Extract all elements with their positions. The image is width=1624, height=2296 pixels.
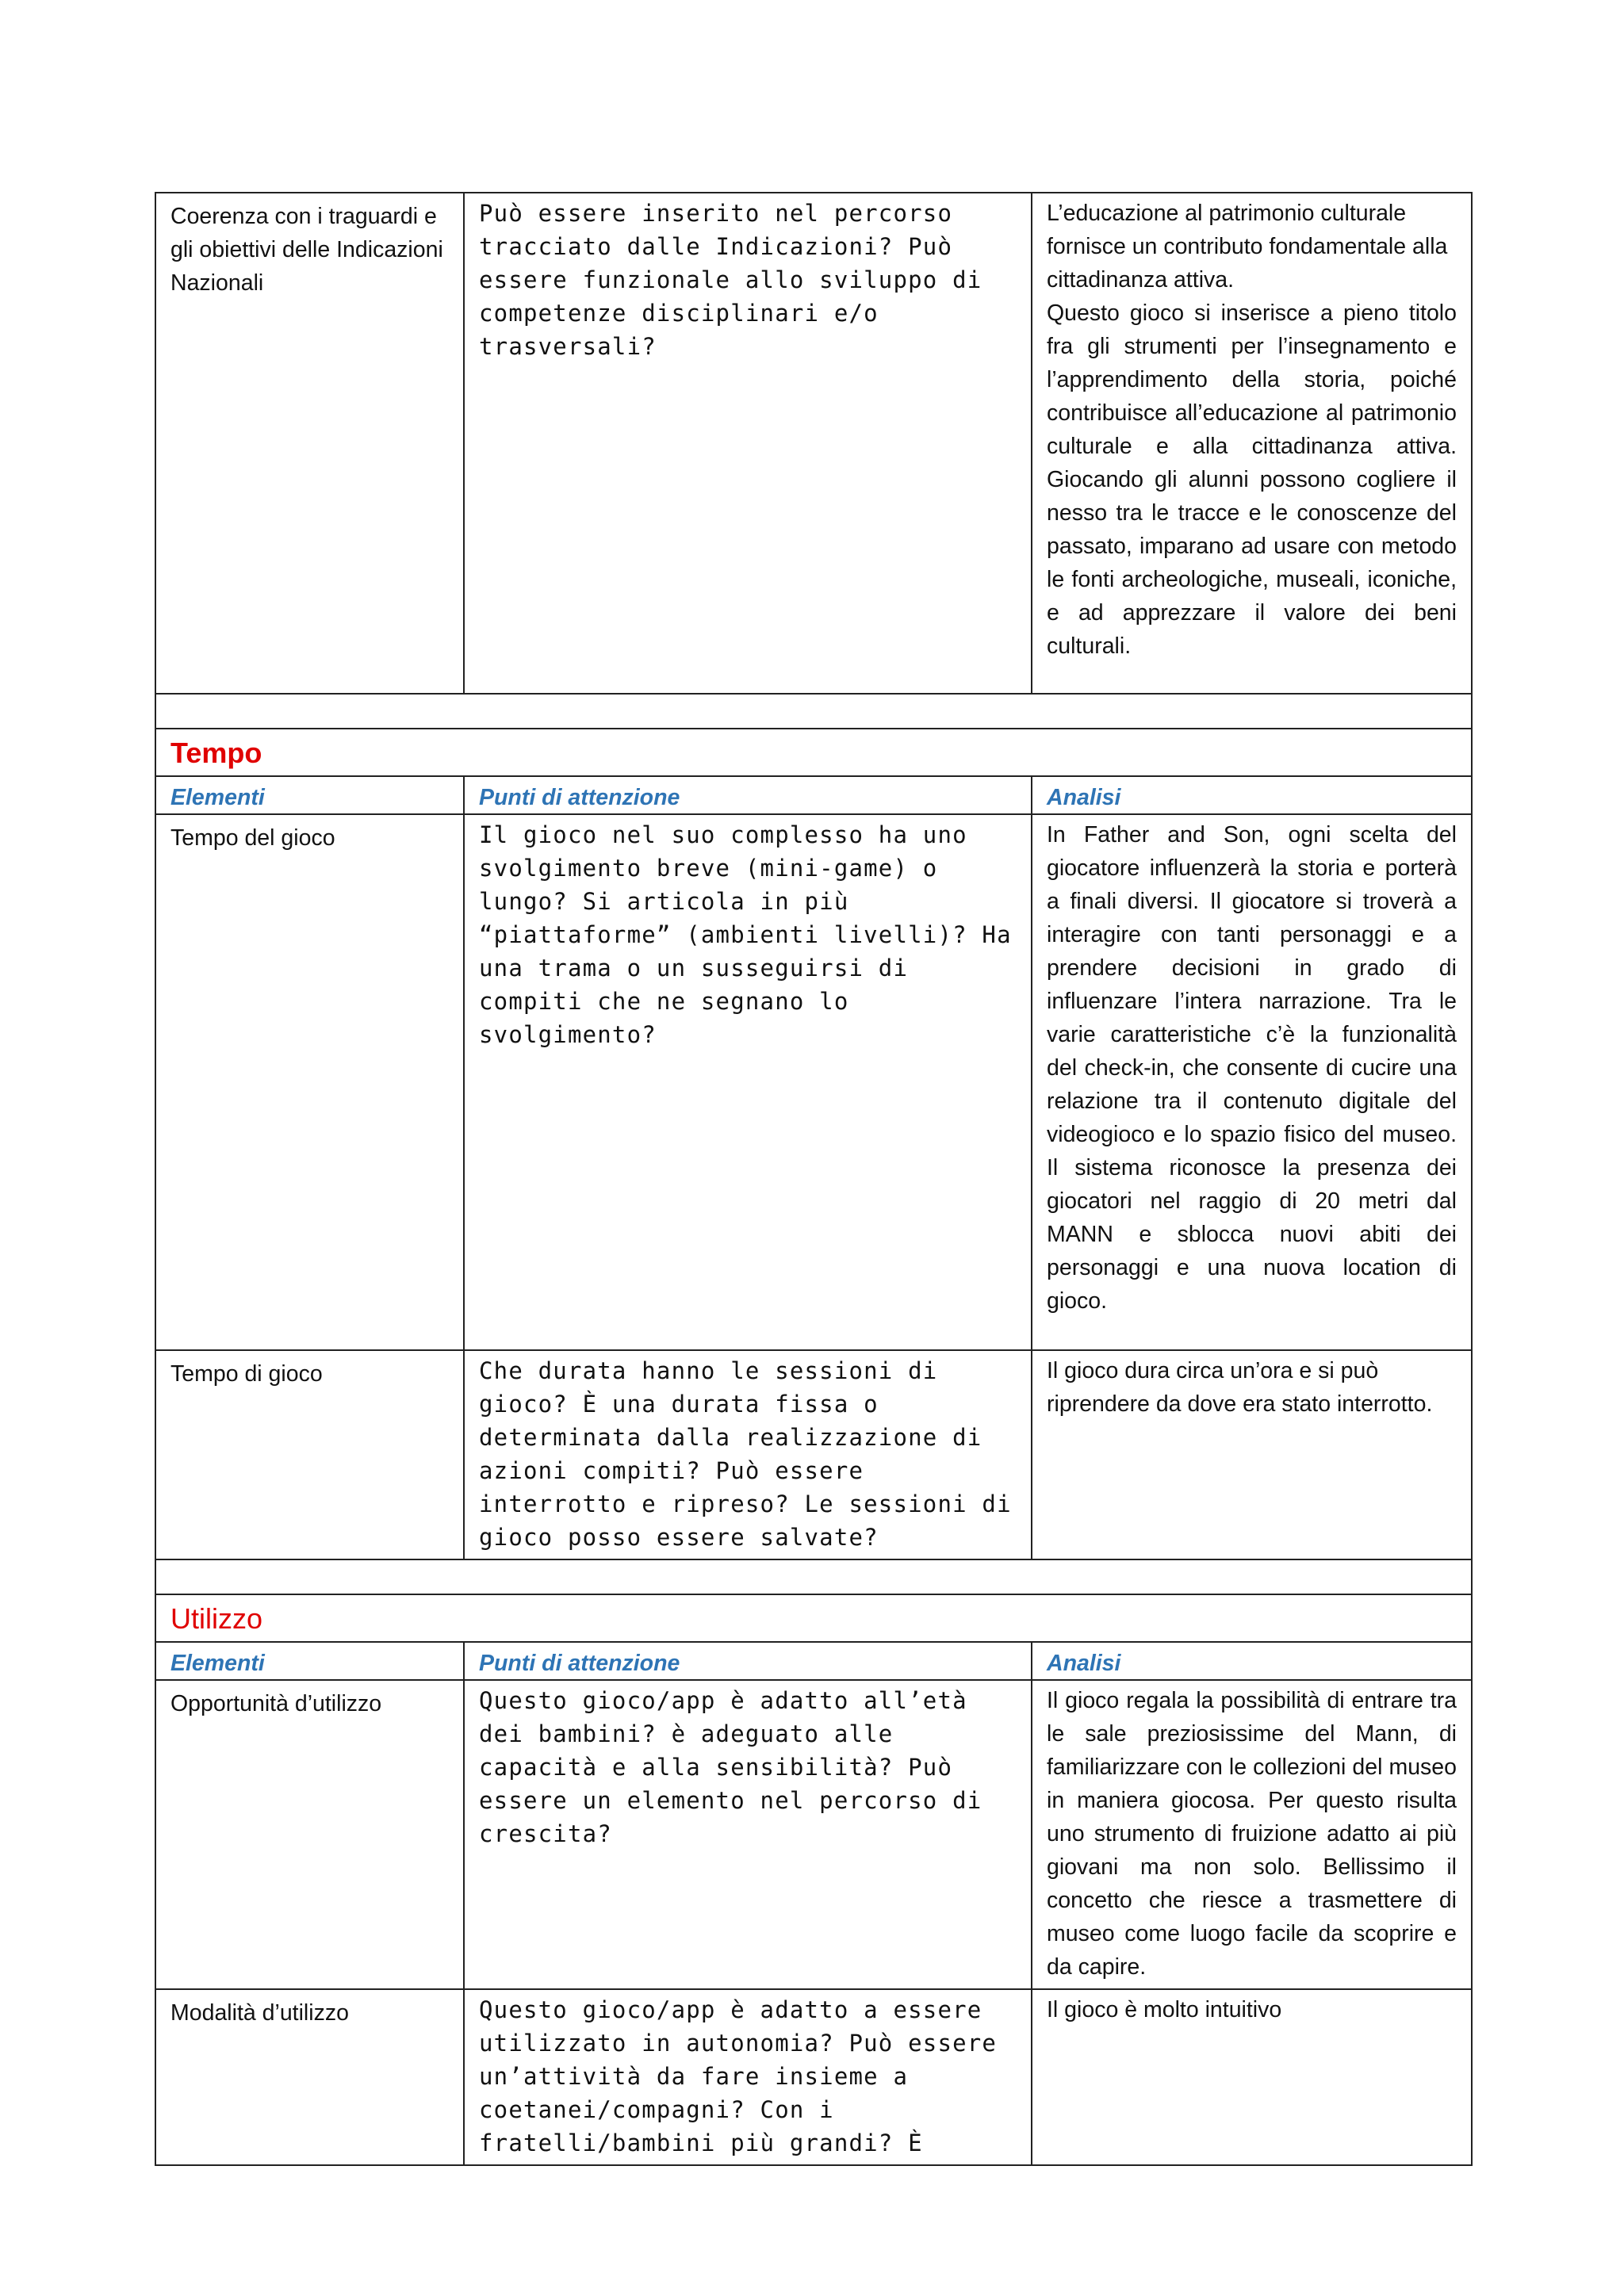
analysis-cell — [1032, 193, 1472, 694]
spacer-row — [155, 694, 1472, 729]
element-cell: Tempo di gioco — [155, 1350, 464, 1559]
header-elementi: Elementi — [155, 776, 464, 814]
analysis-intro: L’educazione al patrimonio culturale fornisce un contributo fondamentale alla cittadinanza attiva. — [1047, 201, 1448, 293]
header-analisi: Analisi — [1032, 1642, 1472, 1680]
section-title-row — [155, 1594, 1472, 1642]
table-row — [155, 1680, 1472, 1989]
question-cell: Che durata hanno le sessioni di gioco? È una durata fissa o determinata dalla realizzazione di azioni compiti? Può essere interrotto e ripreso? Le sessioni di gioco posso essere salvate? — [464, 1350, 1032, 1559]
header-punti: Punti di attenzione — [464, 1642, 1032, 1680]
analysis-text: Questo gioco si inserisce a pieno titolo fra gli strumenti per l’insegnamento e l’apprendimento della storia, poiché contribuisce all’educazione al patrimonio culturale e alla cittadinanza attiva. Giocando gli alunni possono cogliere il nesso tra le tracce e le conoscenze del passato, imparano ad usare con metodo le fonti archeologiche, museali, iconiche, e ad apprezzare il valore dei beni culturali. — [1047, 300, 1457, 659]
spacer-row — [155, 1559, 1472, 1594]
analysis-cell: Il gioco è molto intuitivo — [1032, 1989, 1472, 2165]
evaluation-table — [155, 192, 1473, 2166]
question-cell: Può essere inserito nel percorso tracciato dalle Indicazioni? Può essere funzionale allo sviluppo di competenze disciplinari e/o trasversali? — [464, 193, 1032, 694]
question-cell: Il gioco nel suo complesso ha uno svolgimento breve (mini-game) o lungo? Si articola in più “piattaforme” (ambienti livelli)? Ha una trama o un susseguirsi di compiti che ne segnano lo svolgimento? — [464, 814, 1032, 1350]
section-title-tempo: Tempo — [155, 729, 1472, 776]
analysis-cell: In Father and Son, ogni scelta del giocatore influenzerà la storia e porterà a finali diversi. Il giocatore si troverà a interagire con tanti personaggi e a prendere decisioni in grado di influenzare l’intera narrazione. Tra le varie caratteristiche c’è la funzionalità del check-in, che consente di cucire una relazione tra il contenuto digitale del videogioco e lo spazio fisico del museo. Il sistema riconosce la presenza dei giocatori nel raggio di 20 metri dal MANN e sblocca nuovi abiti dei personaggi e una nuova location di gioco. — [1032, 814, 1472, 1350]
table-row — [155, 193, 1472, 694]
header-elementi: Elementi — [155, 1642, 464, 1680]
header-analisi: Analisi — [1032, 776, 1472, 814]
table-row — [155, 1989, 1472, 2165]
analysis-cell: Il gioco regala la possibilità di entrare tra le sale preziosissime del Mann, di familiarizzare con le collezioni del museo in maniera giocosa. Per questo risulta uno strumento di fruizione adatto ai più giovani ma non solo. Bellissimo il concetto che riesce a trasmettere di museo come luogo facile da scoprire e da capire. — [1032, 1680, 1472, 1989]
evaluation-table-page — [155, 192, 1471, 2166]
element-cell: Tempo del gioco — [155, 814, 464, 1350]
question-cell: Questo gioco/app è adatto all’età dei bambini? è adeguato alle capacità e alla sensibilità? Può essere un elemento nel percorso di crescita? — [464, 1680, 1032, 1989]
analysis-cell: Il gioco dura circa un’ora e si può riprendere da dove era stato interrotto. — [1032, 1350, 1472, 1559]
table-row — [155, 1350, 1472, 1559]
element-cell: Modalità d’utilizzo — [155, 1989, 464, 2165]
question-cell: Questo gioco/app è adatto a essere utilizzato in autonomia? Può essere un’attività da fare insieme a coetanei/compagni? Con i fratelli/bambini più grandi? È — [464, 1989, 1032, 2165]
section-title-utilizzo: Utilizzo — [155, 1594, 1472, 1642]
header-punti: Punti di attenzione — [464, 776, 1032, 814]
header-row — [155, 1642, 1472, 1680]
table-row — [155, 814, 1472, 1350]
element-cell: Coerenza con i traguardi e gli obiettivi delle Indicazioni Nazionali — [155, 193, 464, 694]
element-cell: Opportunità d’utilizzo — [155, 1680, 464, 1989]
header-row — [155, 776, 1472, 814]
section-title-row — [155, 729, 1472, 776]
